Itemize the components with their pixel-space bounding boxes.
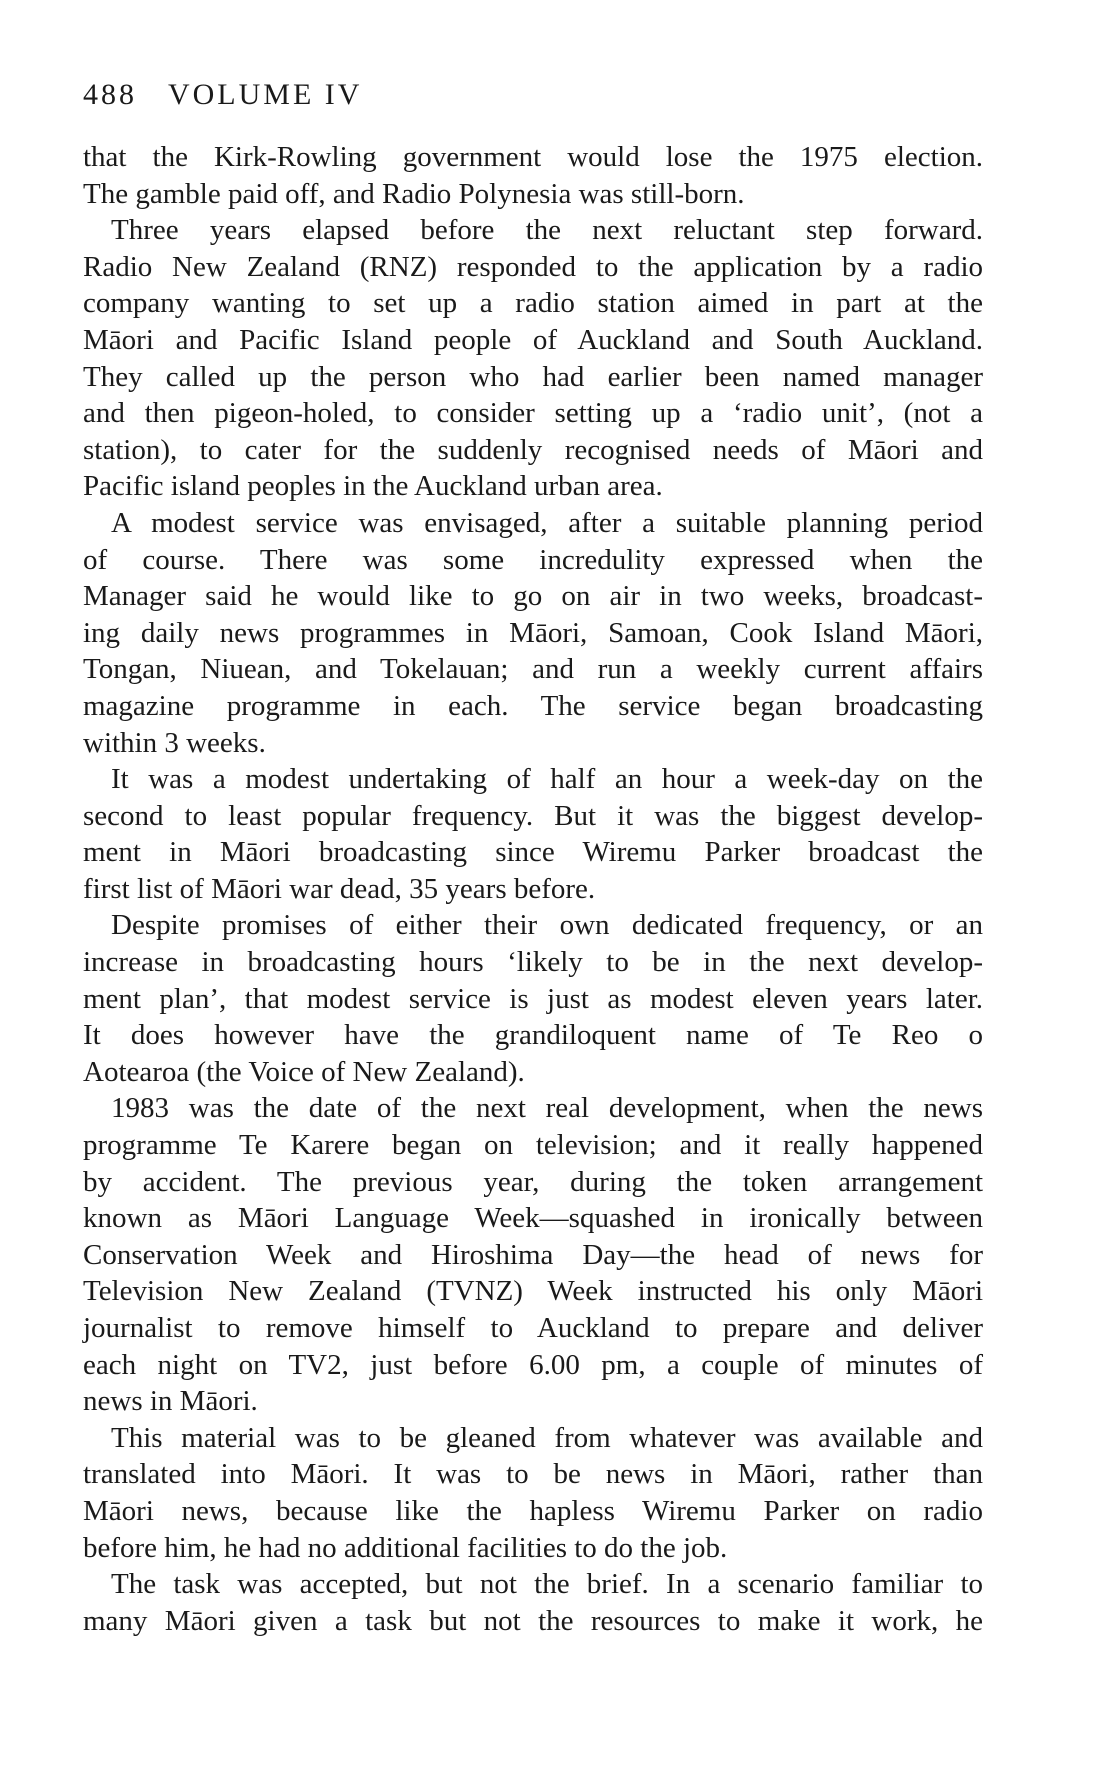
text-line: journalist to remove himself to Auckland to prepare and deliver [83,1312,983,1344]
paragraph [83,505,983,761]
page-number: 488 [83,78,137,111]
text-line: translated into Māori. It was to be news in Māori, rather than [83,1458,983,1491]
text-line: Māori news, because like the hapless Wiremu Parker on radio [83,1494,983,1527]
text-line: known as Māori Language Week—squashed in ironically between [83,1202,983,1235]
text-line: of course. There was some incredulity expressed when the [83,543,983,576]
text-line: It was a modest undertaking of half an hour a week-day on the [111,763,983,796]
text-line: Despite promises of either their own dedicated frequency, or an [111,909,983,942]
text-line: and then pigeon-holed, to consider setting up a ‘radio unit’, (not a [83,397,983,430]
body-text [83,139,983,1639]
text-line: second to least popular frequency. But it was the biggest develop- [83,799,983,832]
text-line: before him, he had no additional facilities to do the job. [83,1531,728,1564]
text-line: ment plan’, that modest service is just as modest eleven years later. [83,982,983,1015]
paragraph [83,1420,983,1566]
text-line: Conservation Week and Hiroshima Day—the head of news for [83,1238,983,1271]
text-line: programme Te Karere began on television; and it really happened [83,1129,983,1162]
text-line: many Māori given a task but not the resources to make it work, he [83,1604,983,1637]
text-line: 1983 was the date of the next real development, when the news [111,1092,983,1125]
text-line: each night on TV2, just before 6.00 pm, a couple of minutes of [83,1348,983,1381]
text-line: Pacific island peoples in the Auckland urban area. [83,470,663,503]
running-header [83,78,362,112]
paragraph [83,907,983,1090]
text-line: Radio New Zealand (RNZ) responded to the application by a radio [83,250,983,283]
text-line: Tongan, Niuean, and Tokelauan; and run a weekly current affairs [83,653,983,686]
text-line: ment in Māori broadcasting since Wiremu Parker broadcast the [83,836,983,869]
text-line: ing daily news programmes in Māori, Samoan, Cook Island Māori, [83,616,983,649]
volume-title: VOLUME IV [167,78,363,111]
text-line: that the Kirk-Rowling government would lose the 1975 election. [83,141,983,173]
text-line: first list of Māori war dead, 35 years before. [83,872,596,905]
text-line: within 3 weeks. [83,726,266,759]
paragraph [83,1090,983,1419]
text-line: magazine programme in each. The service began broadcasting [83,689,983,722]
text-line: It does however have the grandiloquent name of Te Reo o [83,1019,983,1052]
text-line: A modest service was envisaged, after a suitable planning period [111,506,983,539]
text-line: Māori and Pacific Island people of Auckland and South Auckland. [83,323,983,356]
text-line: by accident. The previous year, during the token arrangement [83,1165,983,1198]
text-line: The gamble paid off, and Radio Polynesia was still-born. [83,177,745,210]
text-line: company wanting to set up a radio station aimed in part at the [83,287,983,320]
paragraph [83,212,983,505]
paragraph [83,761,983,907]
text-line: station), to cater for the suddenly recognised needs of Māori and [83,433,983,466]
paragraph [83,139,983,212]
paragraph [83,1566,983,1639]
text-line: increase in broadcasting hours ‘likely to be in the next develop- [83,946,983,979]
text-line: Television New Zealand (TVNZ) Week instructed his only Māori [83,1275,983,1308]
text-line: They called up the person who had earlier been named manager [83,360,983,393]
text-line: This material was to be gleaned from whatever was available and [111,1421,983,1454]
text-line: Aotearoa (the Voice of New Zealand). [83,1055,525,1088]
text-line: Manager said he would like to go on air in two weeks, broadcast- [83,580,983,613]
text-line: Three years elapsed before the next reluctant step forward. [111,214,983,247]
text-line: news in Māori. [83,1385,258,1418]
text-line: The task was accepted, but not the brief. In a scenario familiar to [111,1568,983,1601]
